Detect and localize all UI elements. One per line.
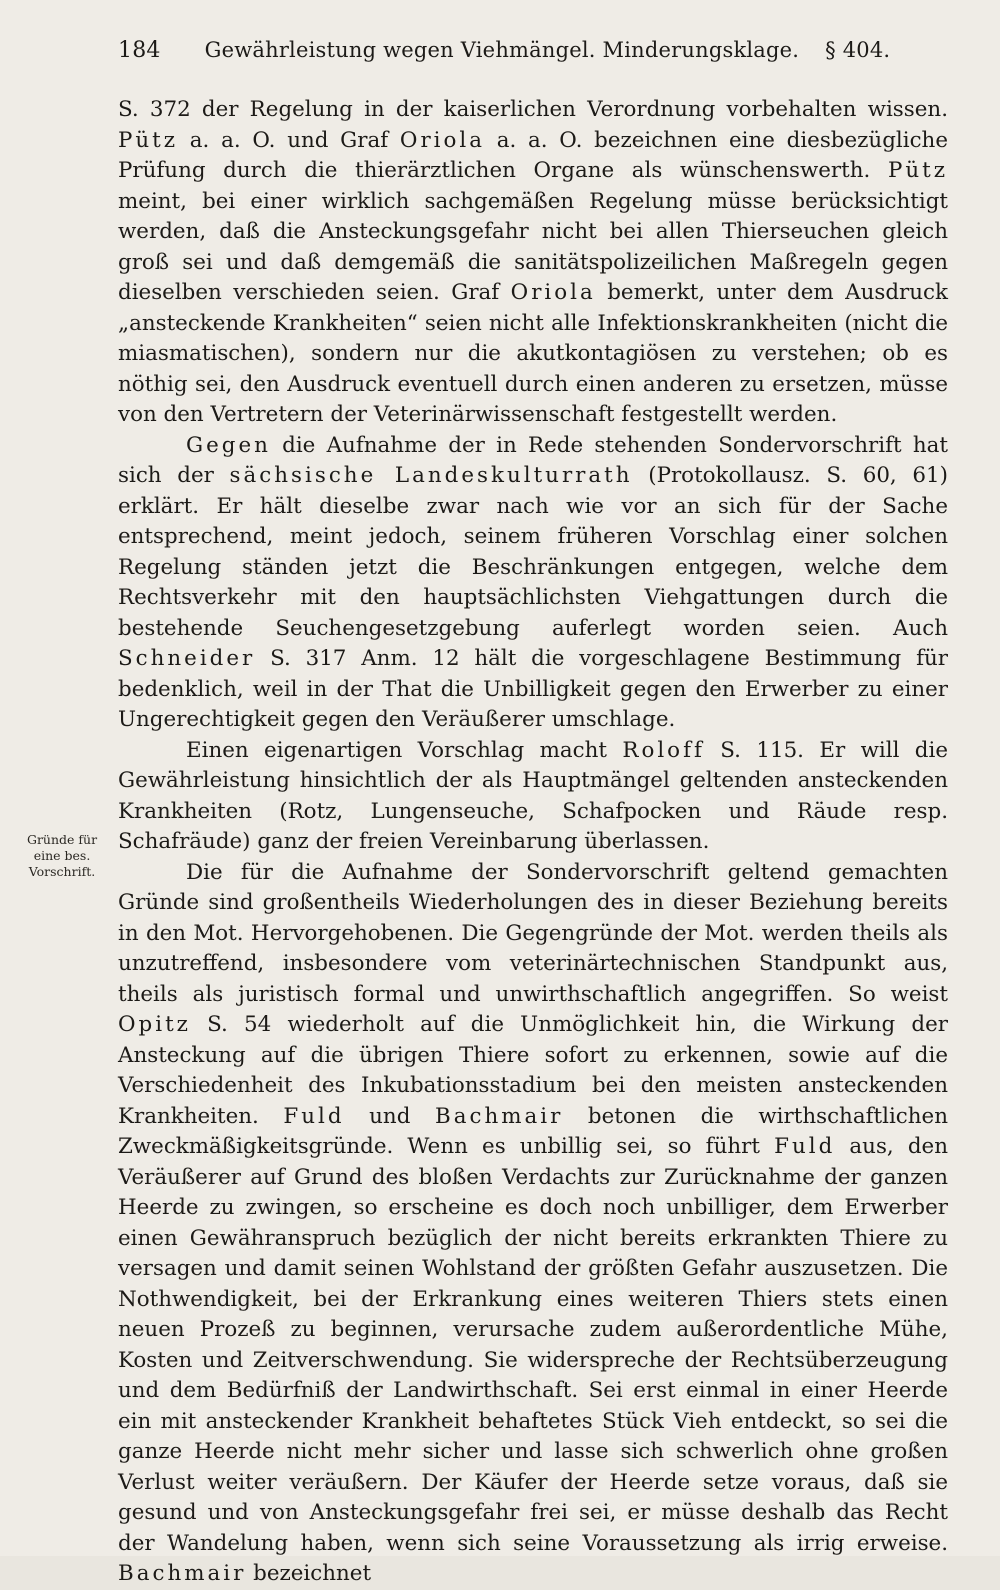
page-number: 184 xyxy=(118,38,161,63)
text-run: bezeichnet xyxy=(246,1561,372,1586)
text-run: a. a. O. bezeichnen eine diesbezügliche Prüfung durch die thierärztlichen Organe als wünschenswerth. xyxy=(118,127,948,183)
paragraph xyxy=(118,95,948,431)
spaced-name: Oriola xyxy=(510,280,596,305)
paragraph xyxy=(118,431,948,736)
body-text xyxy=(118,95,948,1590)
spaced-name: Gegen xyxy=(186,432,271,458)
text-run: S. 317 Anm. 12 hält die vorgeschlagene Bestimmung für bedenklich, weil in der That die Unbilligkeit gegen den Erwerber zu einer Ungerechtigkeit gegen den Veräußerer umschlage. xyxy=(118,646,948,732)
running-header xyxy=(118,38,948,63)
spaced-name: Fuld xyxy=(774,1134,836,1159)
spaced-name: Opitz xyxy=(118,1012,191,1037)
text-run: betonen die wirthschaftlichen Zweckmäßigkeitsgründe. Wenn es unbillig sei, so führt xyxy=(118,1103,948,1159)
spaced-name: Bachmair xyxy=(118,1561,247,1586)
text-run: S. 372 der Regelung in der kaiserlichen Verordnung vorbehalten wissen. xyxy=(118,97,948,122)
text-run: (Protokollausz. S. 60, 61) erklärt. Er hält dieselbe zwar nach wie vor an sich für der Sache entsprechend, meint jedoch, seinem früheren Vorschlag einer solchen Regelung ständen jetzt die Beschränkungen entgegen, welche dem Rechtsverkehr mit den hauptsächlichsten Viehgattungen durch die bestehende Seuchengesetzgebung auferlegt worden seien. Auch xyxy=(118,463,948,641)
spaced-name: Bachmair xyxy=(435,1103,564,1129)
paragraph xyxy=(118,858,948,1590)
text-run: Die für die Aufnahme der Sondervorschrift geltend gemachten Gründe sind großentheils Wiederholungen des in dieser Beziehung bereits in den Mot. Hervorgehobenen. Die Gegengründe der Mot. werden theils als unzutreffend, insbesondere vom veterinärtechnischen Standpunkt aus, theils als juristisch formal und unwirthschaftlich angegriffen. So weist xyxy=(118,859,948,1007)
text-run: a. a. O. und Graf xyxy=(178,127,400,153)
spaced-name: Pütz xyxy=(118,127,179,153)
text-run: die Aufnahme der in Rede stehenden Sondervorschrift hat sich der xyxy=(118,432,948,488)
text-run: aus, den Veräußerer auf Grund des bloßen Verdachts zur Zurücknahme der ganzen Heerde zu zwingen, so erscheine es doch noch unbilliger, dem Erwerber einen Gewähranspruch bezüglich der nicht bereits erkrankten Thiere zu versagen und damit seinen Wohlstand der größten Gefahr auszusetzen. Die Nothwendigkeit, bei der Erkrankung eines weiteren Thiers stets einen neuen Prozeß zu beginnen, verursache zudem außerordentliche Mühe, Kosten und Zeitverschwendung. Sie widerspreche der Rechtsüberzeugung und dem Bedürfniß der Landwirthschaft. Sei erst einmal in einer Heerde ein mit ansteckender Krankheit behaftetes Stück Vieh entdeckt, so sei die ganze Heerde nicht mehr sicher und lasse sich schwerlich ohne großen Verlust weiter veräußern. Der Käufer der Heerde setze voraus, daß sie gesund und von Ansteckungsgefahr frei sei, er müsse deshalb das Recht der Wandelung haben, wenn sich seine Voraussetzung als irrig erweise. xyxy=(118,1134,948,1556)
spaced-name: Fuld xyxy=(283,1103,345,1129)
margin-note: Gründe für eine bes. Vorschrift. xyxy=(26,832,98,879)
spaced-name: Oriola xyxy=(399,127,485,153)
paragraph xyxy=(118,736,948,858)
text-run: S. 54 wiederholt auf die Unmöglichkeit hin, die Wirkung der Ansteckung auf die übrigen Thiere sofort zu erkennen, sowie auf die Verschiedenheit des Inkubationsstadium bei den meisten ansteckenden Krankheiten. xyxy=(118,1012,948,1129)
text-run: meint, bei einer wirklich sachgemäßen Regelung müsse berücksichtigt werden, daß die Ansteckungsgefahr nicht bei allen Thierseuchen gleich groß sei und daß demgemäß die sanitätspolizeilichen Maßregeln gegen dieselben verschieden seien. Graf xyxy=(118,188,948,305)
text-run: Einen eigenartigen Vorschlag macht xyxy=(186,737,623,763)
spaced-name: Pütz xyxy=(887,158,948,183)
text-run: S. 115. Er will die Gewährleistung hinsichtlich der als Hauptmängel geltenden ansteckenden Krankheiten (Rotz, Lungenseuche, Schafpocken und Räude resp. Schafräude) ganz der freien Vereinbarung überlassen. xyxy=(118,737,948,854)
spaced-name: Schneider xyxy=(118,646,256,671)
text-run: und xyxy=(344,1103,435,1129)
section-number: § 404. xyxy=(825,38,891,62)
text-run: bemerkt, unter dem Ausdruck „ansteckende Krankheiten“ seien nicht alle Infektionskrankheiten (nicht die miasmatischen), sondern nur die akutkontagiösen zu verstehen; ob es nöthig sei, den Ausdruck eventuell durch einen anderen zu ersetzen, müsse von den Vertretern der Veterinärwissenschaft festgestellt werden. xyxy=(118,280,948,427)
spaced-name: sächsische Landeskulturrath xyxy=(229,463,633,488)
running-title: Gewährleistung wegen Viehmängel. Minderungsklage. xyxy=(204,38,800,62)
spaced-name: Roloff xyxy=(622,737,705,763)
